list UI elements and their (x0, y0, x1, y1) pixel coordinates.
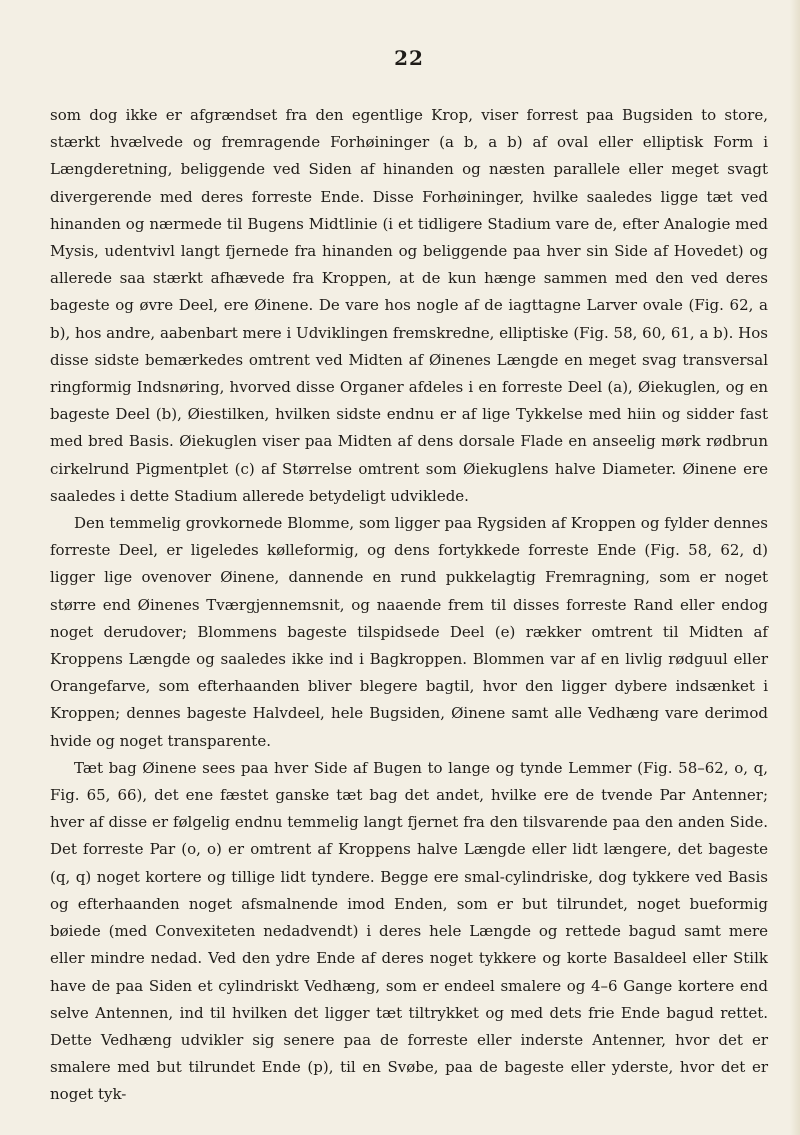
paragraph-3: Tæt bag Øinene sees paa hver Side af Bugen to lange og tynde Lemmer (Fig. 58–62, o, q, Fig. 65, 66), det ene fæstet ganske tæt bag det andet, hvilke ere de tvende Par Antenner; hver af disse er følgelig endnu temmelig langt fjernet fra den tilsvarende paa den anden Side. Det forreste Par (o, o) er omtrent af Kroppens halve Længde eller lidt længere, det bageste (q, q) noget kortere og tillige lidt tyndere. Begge ere smal-cylindriske, dog tykkere ved Basis og efterhaanden noget afsmalnende imod Enden, som er but tilrundet, noget bueformig bøiede (med Convexiteten nedadvendt) i deres hele Længde og rettede bagud samt mere eller mindre nedad. Ved den ydre Ende af deres noget tykkere og korte Basaldeel eller Stilk have de paa Siden et cylindriskt Vedhæng, som er endeel smalere og 4–6 Gange kortere end selve Antennen, ind til hvilken det ligger tæt tiltrykket og med dets frie Ende bagud rettet. Dette Vedhæng udvikler sig senere paa de forreste eller inderste Antenner, hvor det er smalere med but tilrundet Ende (p), til en Svøbe, paa de bageste eller yderste, hvor det er noget tyk- (50, 758, 768, 1104)
paragraph-1: som dog ikke er afgrændset fra den egentlige Krop, viser forrest paa Bugsiden to store, stærkt hvælvede og fremragende Forhøininger (a b, a b) af oval eller elliptisk Form i Længderetning, beliggende ved Siden af hinanden og næsten parallele eller meget svagt divergerende med deres forreste Ende. Disse Forhøininger, hvilke saaledes ligge tæt ved hinanden og nærmede til Bugens Midtlinie (i et tidligere Stadium vare de, efter Analogie med Mysis, udentvivl langt fjernede fra hinanden og beliggende paa hver sin Side af Hovedet) og allerede saa stærkt afhævede fra Kroppen, at de kun hænge sammen med den ved deres bageste og øvre Deel, ere Øinene. De vare hos nogle af de iagttagne Larver ovale (Fig. 62, a b), hos andre, aabenbart mere i Udviklingen fremskredne, elliptiske (Fig. 58, 60, 61, a b). Hos disse sidste bemærkedes omtrent ved Midten af Øinenes Længde en meget svag transversal ringformig Indsnøring, hvorved disse Organer afdeles i en forreste Deel (a), Øiekuglen, og en bageste Deel (b), Øiestilken, hvilken sidste endnu er af lige Tykkelse med hiin og sidder fast med bred Basis. Øiekuglen viser paa Midten af dens dorsale Flade en anseelig mørk rødbrun cirkelrund Pigmentplet (c) af Størrelse omtrent som Øiekuglens halve Diameter. Øinene ere saaledes i dette Stadium allerede betydeligt udviklede. (50, 106, 768, 505)
page-edge-shadow (790, 0, 800, 1135)
page-number: 22 (394, 46, 424, 70)
paragraph-2: Den temmelig grovkornede Blomme, som ligger paa Rygsiden af Kroppen og fylder dennes forreste Deel, er ligeledes kølleformig, og dens fortykkede forreste Ende (Fig. 58, 62, d) ligger lige ovenover Øinene, dannende en rund pukkelagtig Fremragning, som er noget større end Øinenes Tværgjennemsnit, og naaende frem til disses forreste Rand eller endog noget derudover; Blommens bageste tilspidsede Deel (e) rækker omtrent til Midten af Kroppens Længde og saaledes ikke ind i Bagkroppen. Blommen var af en livlig rødguul eller Orangefarve, som efterhaanden bliver blegere bagtil, hvor den ligger dybere indsænket i Kroppen; dennes bageste Halvdeel, hele Bugsiden, Øinene samt alle Vedhæng vare derimod hvide og noget transparente. (50, 514, 768, 750)
